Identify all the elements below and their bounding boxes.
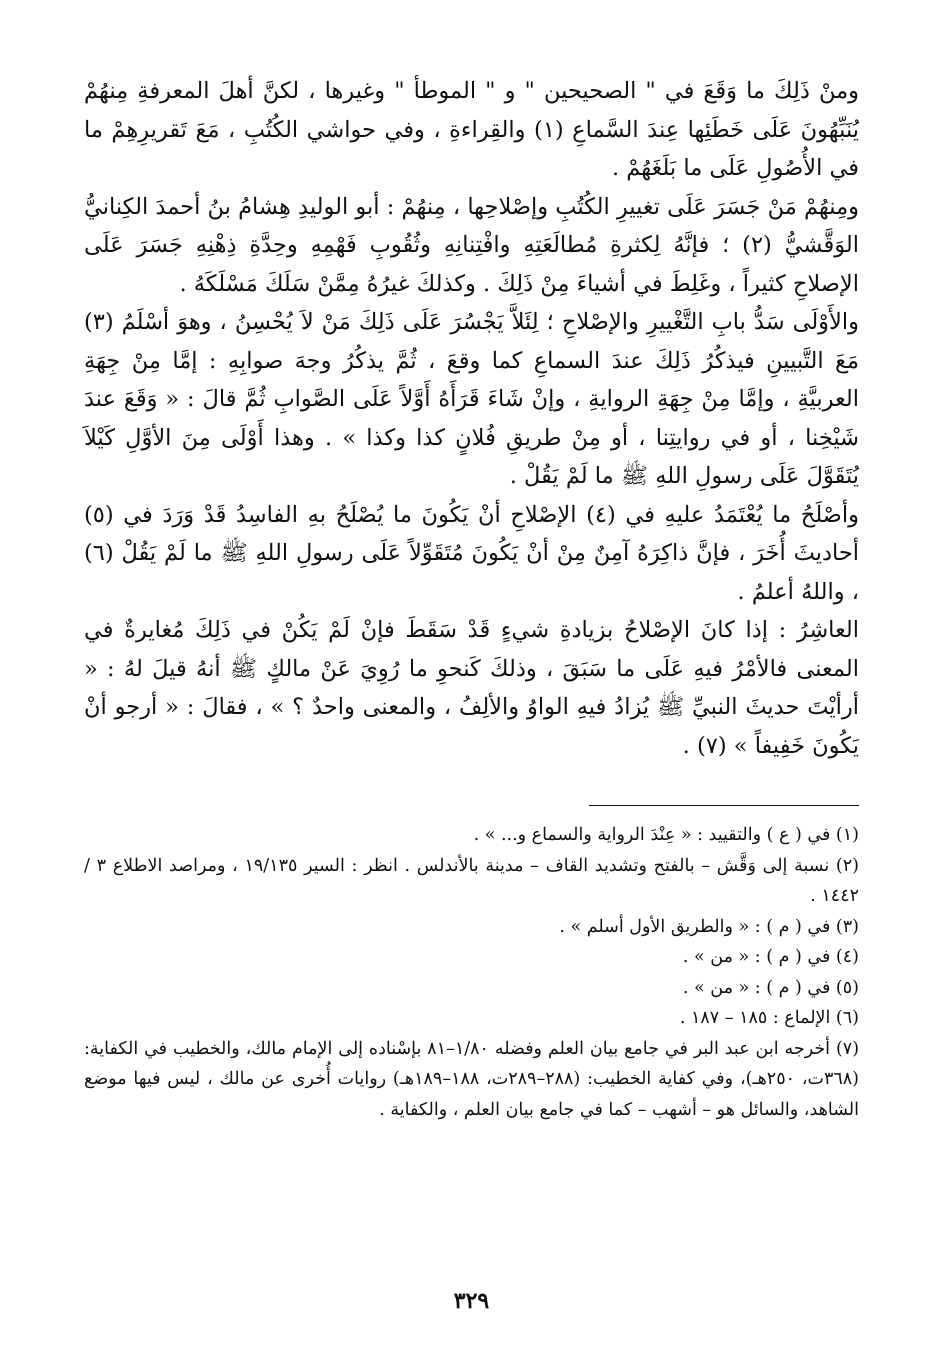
footnote-3: (٣) في ( م ) : « والطريق الأول أسلم » . bbox=[559, 916, 859, 937]
footnote-divider bbox=[589, 805, 859, 806]
footnote-7: (٧) أخرجه ابن عبد البر في جامع بيان العلم وفضله ١/٨٠–٨١ بإسْناده إلى الإمام مالك، والخطيب في الكفاية: (٣٦٨ت، ٢٥٠هـ)، وفي كفاية الخطيب: (٢٨٨–٢٨٩ت، ١٨٨–١٨٩هـ) روايات أُخرى عن مالك ، ليس فيها موضع الشاهد، والسائل هو – أشهب – كما في جامع بيان العلم ، والكفاية . bbox=[84, 1038, 860, 1120]
footnotes bbox=[84, 820, 859, 1125]
footnote-1: (١) في ( ع ) والتقييد : « عِنْدَ الرواية والسماع و... » . bbox=[473, 825, 859, 845]
footnote-5: (٥) في ( م ) : « من » . bbox=[682, 977, 859, 998]
paragraph-5: العاشِرُ : إذا كانَ الإصْلاحُ بزيادةِ شيءٍ قَدْ سَقَطَ فإنْ لَمْ يَكُنْ في ذَلِكَ مُغايرةٌ في المعنى فالأمْرُ فيهِ عَلَى ما سَبَقَ ، وذلكَ كَنحوِ ما رُوِيَ عَنْ مالكٍ ﷺ أنهُ قيلَ لهُ : « أرأيْتَ حديثَ النبيِّ ﷺ يُزادُ فيهِ الواوُ والألِفُ ، والمعنى واحدٌ ؟ » ، فقالَ : « أرجو أنْ يَكُونَ خَفِيفاً » (٧) . bbox=[84, 617, 859, 759]
main-text bbox=[84, 72, 859, 765]
paragraph-3: والأَوْلَى سَدُّ بابِ التَّغْييرِ والإصْلاحِ ؛ لِئَلاَّ يَجْسُرَ عَلَى ذَلِكَ مَنْ لاَ يُحْسِنُ ، وهوَ أسْلَمُ (٣) مَعَ التَّبيينِ فيذكُرُ ذَلِكَ عندَ السماعِ كما وقعَ ، ثُمَّ يذكُرُ وجهَ صوابِهِ : إمَّا مِنْ جِهَةِ العربيَّةِ ، وإمَّا مِنْ جِهَةِ الروايةِ ، وإنْ شَاءَ قَرَأَهُ أَوَّلاً عَلَى الصَّوابِ ثُمَّ قالَ : « وَقَعَ عندَ شَيْخِنا ، أو في روايتِنا ، أو مِنْ طريقِ فُلانٍ كذا وكذا » . وهذا أَوْلَى مِنَ الأوَّلِ كَيْلاَ يُتَقَوَّلَ عَلَى رسولِ اللهِ ﷺ ما لَمْ يَقُلْ . bbox=[84, 309, 859, 489]
footnote-2: (٢) نسبة إلى وَقَّش – بالفتح وتشديد القاف – مدينة بالأندلس . انظر : السير ١٩/١٣٥ ، ومراصد الاطلاع ٣ / ١٤٤٢ . bbox=[84, 855, 859, 906]
page-number: ٣٢٩ bbox=[453, 1288, 490, 1314]
paragraph-4: وأصْلَحُ ما يُعْتَمَدُ عليهِ في (٤) الإصْلاحِ أنْ يَكُونَ ما يُصْلَحُ بهِ الفاسِدُ قَدْ وَرَدَ في (٥) أحاديثَ أُخَرَ ، فإنَّ ذاكِرَهُ آمِنٌ مِنْ أنْ يَكُونَ مُتَقَوِّلاً عَلَى رسولِ اللهِ ﷺ ما لَمْ يَقُلْ (٦) ، واللهُ أعلمُ . bbox=[84, 501, 859, 605]
paragraph-1: ومنْ ذَلِكَ ما وَقَعَ في " الصحيحين " و " الموطأ " وغيرها ، لكنَّ أهلَ المعرفةِ مِنهُمْ يُنَبِّهُونَ عَلَى خَطَئِها عِندَ السَّماعِ (١) والقِراءةِ ، وفي حواشي الكُتُبِ ، مَعَ تَقريرِهِمْ ما في الأُصُولِ عَلَى ما بَلَغَهُمْ . bbox=[84, 78, 860, 181]
paragraph-2: ومِنهُمْ مَنْ جَسَرَ عَلَى تغييرِ الكُتُبِ وإصْلاحِها ، مِنهُمْ : أبو الوليدِ هِشامُ بنُ أحمدَ الكِنانيُّ الوَقَّشيُّ (٢) ؛ فإنَّهُ لِكثرةِ مُطالَعَتِهِ وافْتِنانِهِ وثُقُوبِ فَهْمِهِ وحِدَّةِ ذِهْنِهِ جَسَرَ عَلَى الإصلاحِ كثيراً ، وغَلِطَ في أشياءَ مِنْ ذَلِكَ . وكذلكَ غيرُهُ مِمَّنْ سَلَكَ مَسْلَكَهُ . bbox=[84, 193, 859, 297]
footnote-4: (٤) في ( م ) : « من » . bbox=[682, 947, 859, 967]
footnote-6: (٦) الإلماع : ١٨٥ – ١٨٧ . bbox=[679, 1008, 859, 1028]
